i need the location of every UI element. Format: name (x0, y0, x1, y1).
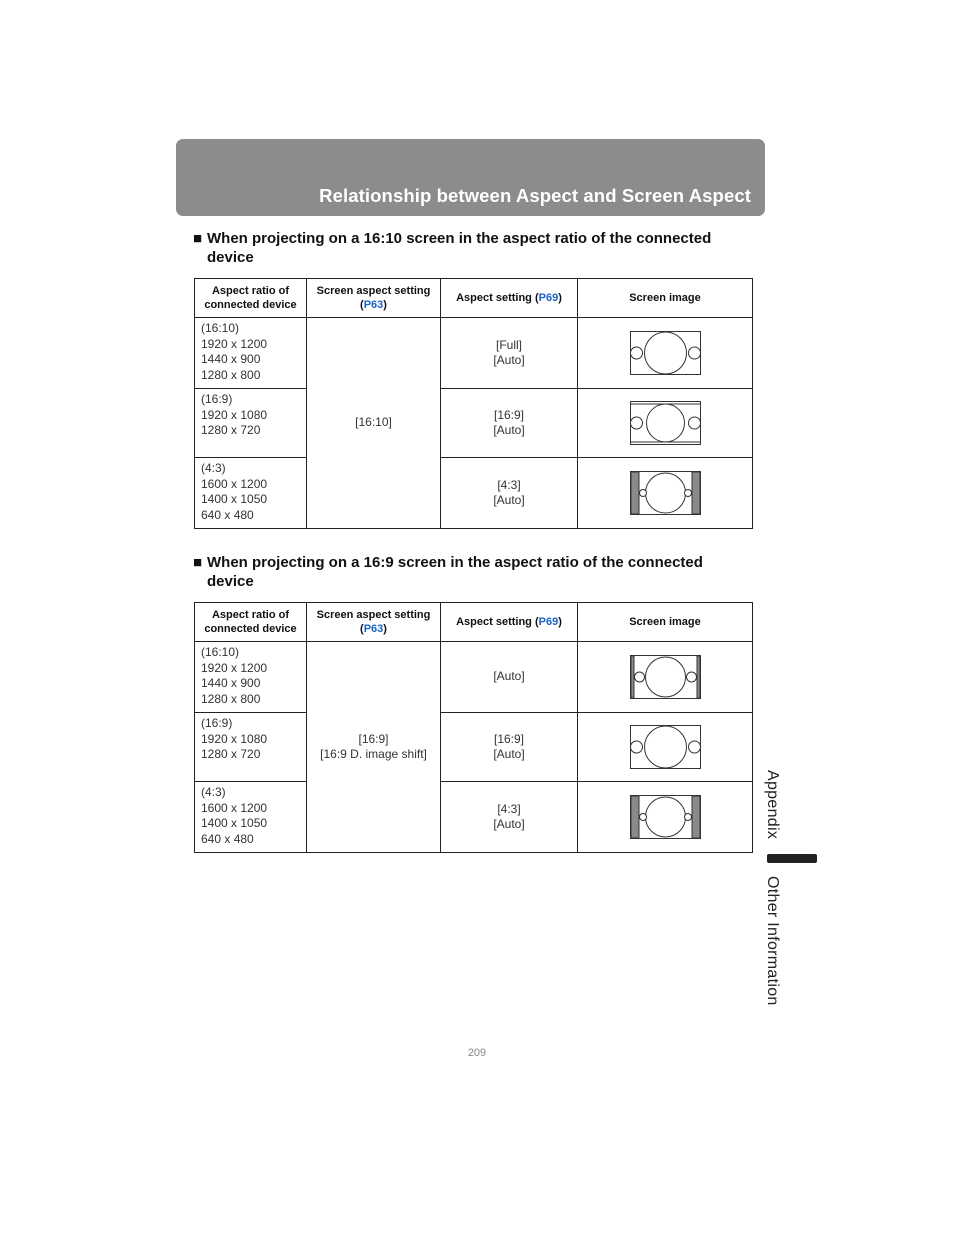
resolution-cell: (16:9) 1920 x 1080 1280 x 720 (195, 389, 307, 458)
resolution-cell: (16:9) 1920 x 1080 1280 x 720 (195, 713, 307, 782)
section-heading-1 (193, 229, 753, 267)
page-link-p63[interactable]: P63 (363, 299, 384, 311)
page-link-p69[interactable]: P69 (538, 616, 559, 628)
square-bullet-icon: ■ (193, 230, 203, 247)
screen-image-cell (578, 642, 753, 713)
resolution-cell: (16:10) 1920 x 1200 1440 x 900 1280 x 800 (195, 318, 307, 389)
table-row (195, 458, 753, 529)
table-row (195, 389, 753, 458)
aspect-table-16-9 (194, 602, 753, 853)
screen-image-cell (578, 458, 753, 529)
page-number: 209 (467, 1047, 487, 1059)
screen-image-full-icon (630, 331, 701, 375)
screen-image-full-icon (630, 725, 701, 769)
table-row (195, 318, 753, 389)
aspect-setting-cell: [Auto] (441, 642, 578, 713)
chapter-banner (176, 139, 765, 216)
resolution-cell: (16:10) 1920 x 1200 1440 x 900 1280 x 800 (195, 642, 307, 713)
heading-line-2: device (207, 249, 254, 266)
aspect-setting-cell: [16:9] [Auto] (441, 389, 578, 458)
col-aspect-ratio: Aspect ratio of connected device (195, 603, 307, 642)
page-link-p69[interactable]: P69 (538, 292, 559, 304)
screen-image-letterbox-icon (630, 401, 701, 445)
side-chapter-marker (767, 854, 817, 863)
resolution-cell: (4:3) 1600 x 1200 1400 x 1050 640 x 480 (195, 782, 307, 853)
screen-image-cell (578, 782, 753, 853)
col-screen-image: Screen image (578, 279, 753, 318)
col-aspect-setting: Aspect setting (P69) (441, 279, 578, 318)
table-header-row (195, 603, 753, 642)
aspect-table-16-10 (194, 278, 753, 529)
banner-title: Relationship between Aspect and Screen Aspect (319, 185, 751, 206)
resolution-cell: (4:3) 1600 x 1200 1400 x 1050 640 x 480 (195, 458, 307, 529)
table-row (195, 713, 753, 782)
square-bullet-icon: ■ (193, 554, 203, 571)
table-row (195, 642, 753, 713)
screen-image-cell (578, 318, 753, 389)
heading-line-1: When projecting on a 16:10 screen in the aspect ratio of the connected (207, 230, 712, 247)
col-aspect-setting: Aspect setting (P69) (441, 603, 578, 642)
aspect-setting-cell: [16:9] [Auto] (441, 713, 578, 782)
page-link-p63[interactable]: P63 (363, 623, 384, 635)
table-row (195, 782, 753, 853)
col-screen-aspect: Screen aspect setting (P63) (307, 603, 441, 642)
col-screen-aspect: Screen aspect setting (P63) (307, 279, 441, 318)
screen-image-pillarbox-icon (630, 795, 701, 839)
screen-setting-cell: [16:10] (307, 318, 441, 529)
screen-image-cell (578, 389, 753, 458)
aspect-setting-cell: [Full] [Auto] (441, 318, 578, 389)
heading-line-2: device (207, 573, 254, 590)
col-screen-image: Screen image (578, 603, 753, 642)
heading-line-1: When projecting on a 16:9 screen in the aspect ratio of the connected (207, 554, 703, 571)
screen-image-pillarbox-narrow-icon (630, 655, 701, 699)
screen-setting-cell: [16:9] [16:9 D. image shift] (307, 642, 441, 853)
screen-image-cell (578, 713, 753, 782)
table-header-row (195, 279, 753, 318)
screen-image-pillarbox-icon (630, 471, 701, 515)
side-chapter-label: Appendix (764, 770, 781, 840)
col-aspect-ratio: Aspect ratio of connected device (195, 279, 307, 318)
aspect-setting-cell: [4:3] [Auto] (441, 782, 578, 853)
side-subchapter-label: Other Information (764, 876, 781, 1006)
aspect-setting-cell: [4:3] [Auto] (441, 458, 578, 529)
section-heading-2 (193, 553, 753, 591)
